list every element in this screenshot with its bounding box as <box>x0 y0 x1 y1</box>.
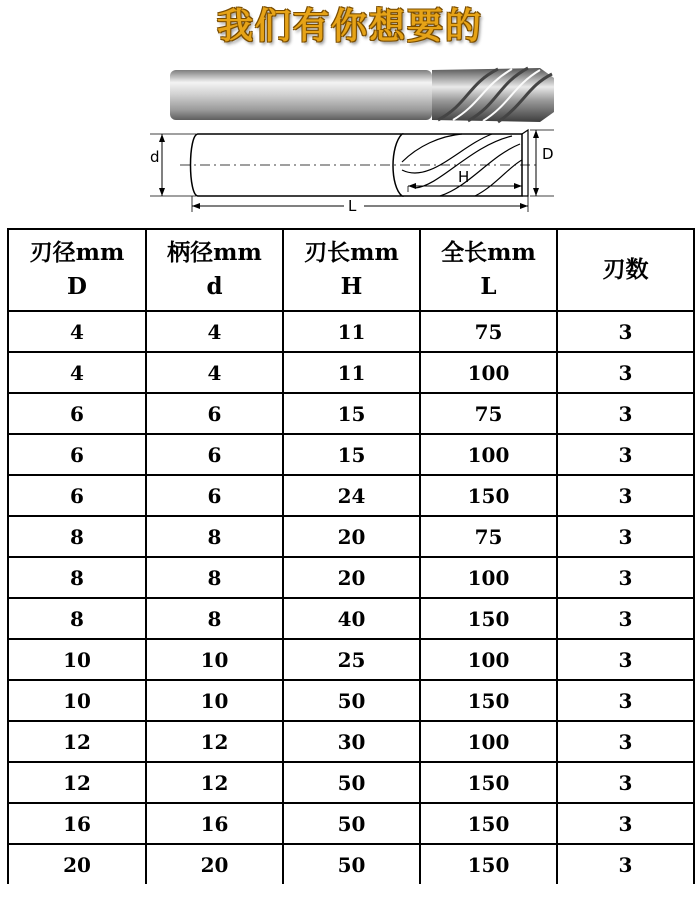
table-cell: 20 <box>283 516 420 557</box>
table-header-row <box>8 229 694 311</box>
label-D: D <box>542 145 554 163</box>
label-d: d <box>150 148 160 166</box>
table-cell: 12 <box>8 721 146 762</box>
table-cell: 10 <box>146 680 283 721</box>
table-row <box>8 434 694 475</box>
table-cell: 30 <box>283 721 420 762</box>
spec-table <box>7 228 695 884</box>
table-cell: 3 <box>557 393 694 434</box>
table-cell: 3 <box>557 803 694 844</box>
end-mill-photo <box>168 64 556 126</box>
table-cell: 50 <box>283 762 420 803</box>
table-cell: 15 <box>283 393 420 434</box>
table-cell: 50 <box>283 680 420 721</box>
table-row <box>8 393 694 434</box>
table-cell: 24 <box>283 475 420 516</box>
table-cell: 3 <box>557 557 694 598</box>
table-cell: 100 <box>420 557 557 598</box>
table-cell: 12 <box>146 762 283 803</box>
table-cell: 150 <box>420 762 557 803</box>
table-cell: 8 <box>8 557 146 598</box>
header-overall-length: 全长mm L <box>420 229 557 311</box>
table-cell: 10 <box>8 680 146 721</box>
table-cell: 100 <box>420 352 557 393</box>
table-cell: 25 <box>283 639 420 680</box>
dimension-drawing <box>140 126 560 214</box>
table-cell: 11 <box>283 311 420 352</box>
table-row <box>8 639 694 680</box>
table-cell: 12 <box>8 762 146 803</box>
table-cell: 4 <box>146 311 283 352</box>
header-flute-count: 刃数 <box>557 229 694 311</box>
table-cell: 150 <box>420 803 557 844</box>
table-cell: 15 <box>283 434 420 475</box>
header-shank-diameter: 柄径mm d <box>146 229 283 311</box>
table-cell: 150 <box>420 598 557 639</box>
table-cell: 8 <box>146 516 283 557</box>
table-cell: 75 <box>420 516 557 557</box>
table-cell: 20 <box>146 844 283 884</box>
table-cell: 4 <box>8 311 146 352</box>
table-cell: 12 <box>146 721 283 762</box>
table-cell: 16 <box>146 803 283 844</box>
table-cell: 8 <box>146 557 283 598</box>
label-L: L <box>348 197 357 214</box>
header-blade-diameter: 刃径mm D <box>8 229 146 311</box>
label-H: H <box>458 168 470 186</box>
table-cell: 3 <box>557 680 694 721</box>
table-row <box>8 475 694 516</box>
table-cell: 8 <box>8 516 146 557</box>
table-cell: 3 <box>557 844 694 884</box>
table-cell: 3 <box>557 639 694 680</box>
table-cell: 50 <box>283 844 420 884</box>
table-row <box>8 311 694 352</box>
table-cell: 3 <box>557 434 694 475</box>
table-row <box>8 762 694 803</box>
table-cell: 150 <box>420 844 557 884</box>
table-row <box>8 721 694 762</box>
table-cell: 10 <box>8 639 146 680</box>
table-cell: 6 <box>146 475 283 516</box>
table-cell: 4 <box>8 352 146 393</box>
table-cell: 3 <box>557 352 694 393</box>
table-cell: 3 <box>557 762 694 803</box>
table-cell: 75 <box>420 393 557 434</box>
table-cell: 6 <box>146 393 283 434</box>
table-cell: 150 <box>420 475 557 516</box>
table-cell: 3 <box>557 598 694 639</box>
table-row <box>8 598 694 639</box>
table-cell: 6 <box>8 475 146 516</box>
table-cell: 100 <box>420 639 557 680</box>
table-row <box>8 516 694 557</box>
table-cell: 3 <box>557 721 694 762</box>
page-title: 我们有你想要的 <box>216 6 483 47</box>
table-row <box>8 557 694 598</box>
table-cell: 8 <box>8 598 146 639</box>
table-row <box>8 803 694 844</box>
table-cell: 20 <box>8 844 146 884</box>
table-cell: 3 <box>557 475 694 516</box>
table-cell: 16 <box>8 803 146 844</box>
table-cell: 6 <box>8 434 146 475</box>
table-row <box>8 352 694 393</box>
table-row <box>8 844 694 884</box>
table-cell: 150 <box>420 680 557 721</box>
table-cell: 4 <box>146 352 283 393</box>
table-row <box>8 680 694 721</box>
table-cell: 75 <box>420 311 557 352</box>
table-cell: 3 <box>557 516 694 557</box>
table-cell: 20 <box>283 557 420 598</box>
table-cell: 11 <box>283 352 420 393</box>
table-cell: 8 <box>146 598 283 639</box>
table-cell: 50 <box>283 803 420 844</box>
table-cell: 3 <box>557 311 694 352</box>
table-cell: 6 <box>146 434 283 475</box>
table-cell: 6 <box>8 393 146 434</box>
header-blade-length: 刃长mm H <box>283 229 420 311</box>
table-cell: 10 <box>146 639 283 680</box>
table-cell: 40 <box>283 598 420 639</box>
table-cell: 100 <box>420 434 557 475</box>
table-cell: 100 <box>420 721 557 762</box>
